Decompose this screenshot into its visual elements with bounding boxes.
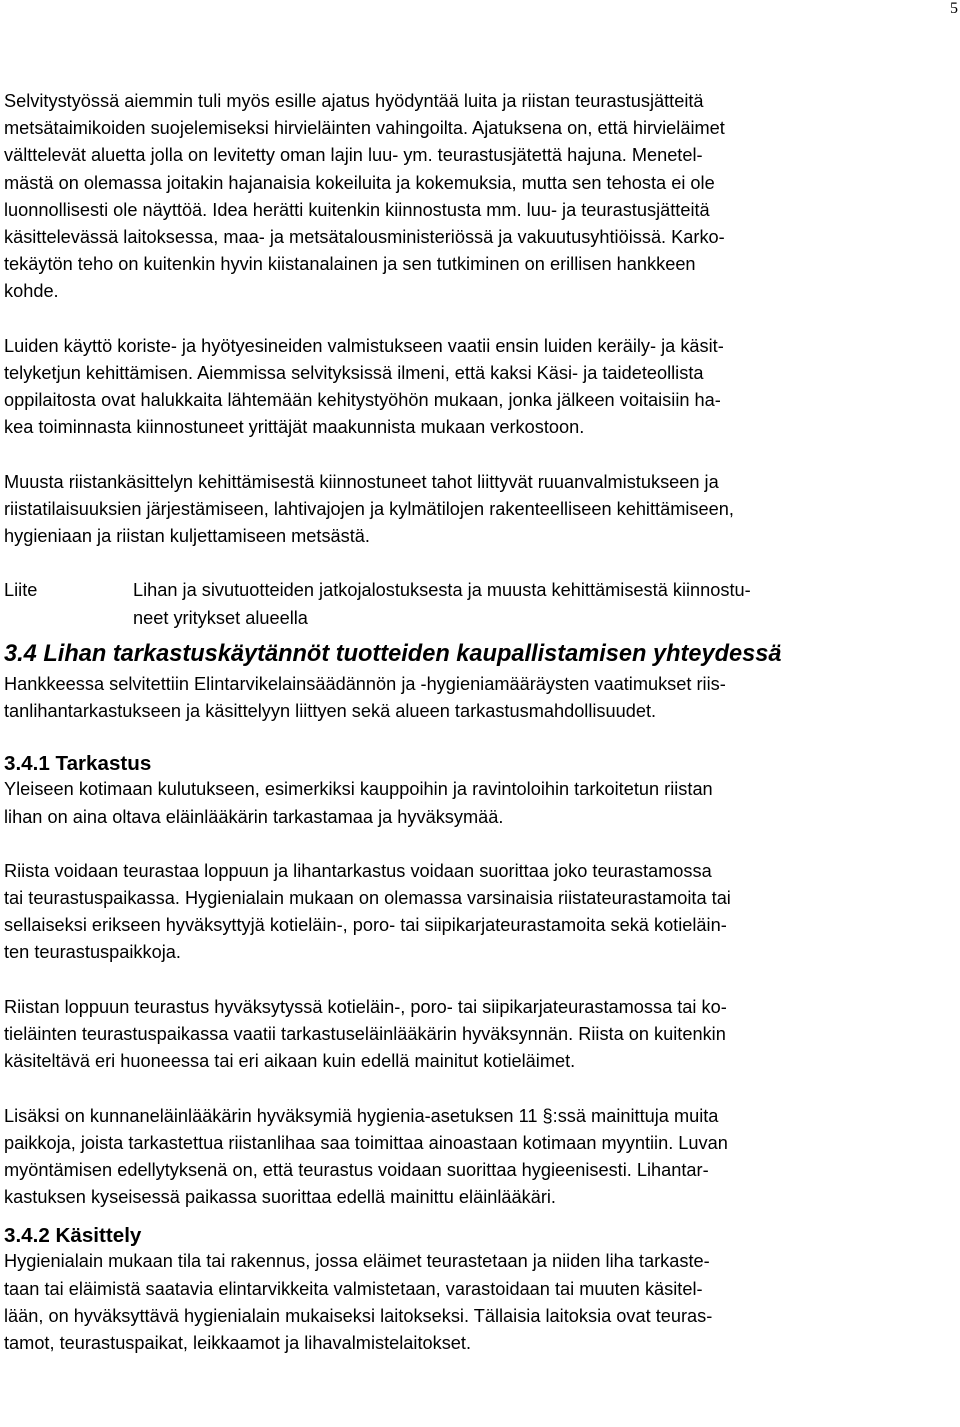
text-line: tieläinten teurastuspaikassa vaatii tarkastuseläinlääkärin hyväksynnän. Riista on kuitenkin	[4, 1024, 726, 1045]
paragraph-game-processing-interest	[4, 469, 958, 551]
paragraph-spacer	[4, 1211, 958, 1224]
text-line: tai teurastuspaikassa. Hygienialain mukaan on olemassa varsinaisia riistateurastamoita tai	[4, 888, 731, 909]
text-line: Selvitystyössä aiemmin tuli myös esille ajatus hyödyntää luita ja riistan teurastusjätteitä	[4, 91, 704, 111]
text-line: taan tai eläimistä saatavia elintarvikkeita valmistetaan, varastoidaan tai muuten käsitel-	[4, 1278, 703, 1299]
text-line: Lisäksi on kunnaneläinlääkärin hyväksymiä hygienia-asetuksen 11 §:ssä mainittuja muita	[4, 1105, 719, 1126]
paragraph-spacer	[4, 831, 958, 858]
text-line: tanlihantarkastukseen ja käsittelyyn liittyen sekä alueen tarkastusmahdollisuudet.	[4, 700, 657, 721]
paragraph-slaughter-locations	[4, 858, 958, 967]
text-line: lään, on hyväksyttävä hygienialain mukaiseksi laitokseksi. Tällaisia laitoksia ovat teuras-	[4, 1305, 713, 1326]
text-line: käsiteltävä eri huoneessa tai eri aikaan kuin edellä mainitut kotieläimet.	[4, 1051, 576, 1072]
text-line: hygieniaan ja riistan kuljettamiseen metsästä.	[4, 526, 370, 546]
paragraph-bone-use-forest-protection	[4, 88, 958, 306]
paragraph-inspection-requirement	[4, 776, 958, 830]
text-line: Hygienialain mukaan tila tai rakennus, jossa eläimet teurastetaan ja niiden liha tarkaste-	[4, 1251, 710, 1272]
paragraph-veterinary-approval	[4, 994, 958, 1076]
paragraph-bone-crafts	[4, 333, 958, 442]
text-line: Riista voidaan teurastaa loppuun ja lihantarkastus voidaan suorittaa joko teurastamossa	[4, 860, 712, 881]
text-line: ten teurastuspaikkoja.	[4, 942, 181, 963]
page-content	[4, 88, 958, 1357]
text-line: neet yritykset alueella	[133, 607, 308, 628]
paragraph-legislation-survey	[4, 671, 958, 725]
text-line: Riistan loppuun teurastus hyväksytyssä kotieläin-, poro- tai siipikarjateurastamossa tai ko-	[4, 996, 727, 1017]
text-line: käsittelevässä laitoksessa, maa- ja metsätalousministeriössä ja vakuutusyhtiöissä. Karko-	[4, 226, 725, 247]
text-line: välttelevät aluetta jolla on levitetty oman lajin luu- ym. teurastusjätettä hajuna. Menetel-	[4, 145, 703, 166]
text-line: kastuksen kyseisessä paikassa suorittaa edellä mainittu eläinlääkäri.	[4, 1187, 556, 1208]
paragraph-spacer	[4, 967, 958, 994]
text-line: Luiden käyttö koriste- ja hyötyesineiden valmistukseen vaatii ensin luiden keräily- ja käsit-	[4, 335, 724, 356]
subsection-heading-3-4-2: 3.4.2 Käsittely	[4, 1224, 142, 1248]
text-line: tekäytön teho on kuitenkin hyvin kiistanalainen ja sen tutkiminen on erillisen hankkeen	[4, 254, 696, 275]
page-number: 5	[950, 0, 958, 17]
text-line: paikkoja, joista tarkastettua riistanlihaa saa toimittaa ainoastaan kotimaan myyntiin. Luvan	[4, 1132, 728, 1153]
text-line: kohde.	[4, 281, 59, 302]
text-line: Lihan ja sivutuotteiden jatkojalostuksesta ja muusta kehittämisestä kiinnostu-	[133, 580, 751, 601]
text-line: sellaiseksi erikseen hyväksyttyjä kotieläin-, poro- tai siipikarjateurastamoita sekä kotieläin-	[4, 915, 727, 936]
appendix-label: Liite	[4, 580, 38, 601]
paragraph-spacer	[4, 306, 958, 333]
text-line: Yleiseen kotimaan kulutukseen, esimerkiksi kauppoihin ja ravintoloihin tarkoitetun riistan	[4, 779, 713, 800]
text-line: telyketjun kehittämisen. Aiemmissa selvityksissä ilmeni, että kaksi Käsi- ja taideteollista	[4, 362, 704, 383]
text-line: Hankkeessa selvitettiin Elintarvikelainsäädännön ja -hygieniamääräysten vaatimukset riis-	[4, 673, 726, 694]
text-line: Muusta riistankäsittelyn kehittämisestä kiinnostuneet tahot liittyvät ruuanvalmistukseen ja	[4, 471, 719, 492]
text-line: lihan on aina oltava eläinlääkärin tarkastamaa ja hyväksymää.	[4, 806, 504, 827]
text-line: oppilaitosta ovat halukkaita lähtemään kehitystyöhön mukaan, jonka jälkeen voitaisiin ha-	[4, 390, 721, 411]
text-line: metsätaimikoiden suojelemiseksi hirvieläinten vahingoilta. Ajatuksena on, että hirvieläimet	[4, 118, 725, 139]
text-line: mästä on olemassa joitakin hajanaisia kokeiluita ja kokemuksia, mutta sen tehosta ei ole	[4, 172, 715, 193]
text-line: luonnollisesti ole näyttöä. Idea herätti kuitenkin kiinnostusta mm. luu- ja teurastusjätteitä	[4, 199, 710, 220]
text-line: tamot, teurastuspaikat, leikkaamot ja lihavalmistelaitokset.	[4, 1332, 472, 1353]
text-line: riistatilaisuuksien järjestämiseen, lahtivajojen ja kylmätilojen rakenteelliseen kehittämiseen,	[4, 498, 734, 519]
section-heading-3-4: 3.4 Lihan tarkastuskäytännöt tuotteiden kaupallistamisen yhteydessä	[4, 640, 782, 667]
paragraph-spacer	[4, 725, 958, 752]
paragraph-spacer	[4, 441, 958, 468]
subsection-heading-3-4-1: 3.4.1 Tarkastus	[4, 752, 152, 776]
paragraph-municipal-veterinarian	[4, 1103, 958, 1212]
paragraph-spacer	[4, 1075, 958, 1102]
appendix-reference	[4, 577, 958, 631]
paragraph-hygiene-law-facilities	[4, 1248, 958, 1357]
paragraph-spacer	[4, 550, 958, 577]
text-line: myöntämisen edellytyksenä on, että teurastus voidaan suorittaa hygieenisesti. Lihantar-	[4, 1159, 709, 1180]
text-line: kea toiminnasta kiinnostuneet yrittäjät maakunnista mukaan verkostoon.	[4, 417, 585, 438]
appendix-description	[133, 577, 751, 631]
